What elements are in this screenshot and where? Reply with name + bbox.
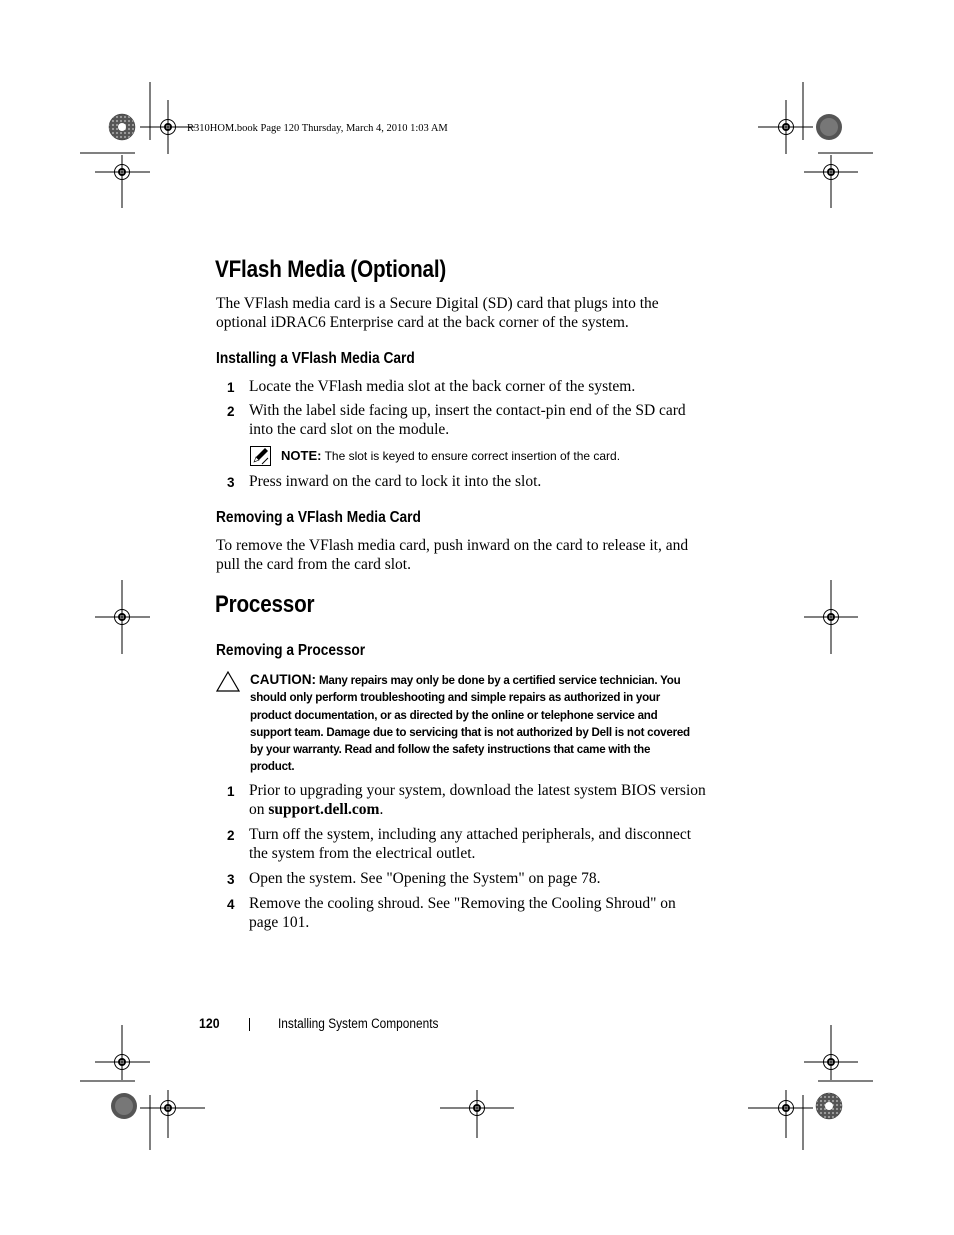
section-title-processor: Processor [215, 591, 315, 618]
heading-removing-vflash: Removing a VFlash Media Card [216, 509, 421, 526]
print-slug: R310HOM.book Page 120 Thursday, March 4, 2010 1:03 AM [187, 123, 448, 134]
footer-section-name: Installing System Components [278, 1016, 439, 1031]
section-title-vflash: VFlash Media (Optional) [215, 256, 447, 283]
vflash-intro: The VFlash media card is a Secure Digital (SD) card that plugs into the optional iDRAC6 Enterprise card at the back corner of the system. [216, 295, 659, 331]
heading-removing-processor: Removing a Processor [216, 642, 366, 659]
heading-installing-vflash: Installing a VFlash Media Card [216, 350, 415, 367]
document-page: R310HOM.book Page 120 Thursday, March 4, 2010 1:03 AM VFlash Media (Optional) The VFlash media card is a Secure Digital (SD) card that plugs into the optional iDRAC6 Enterprise card at the back corner of the system. Installing a VFlash Media Card 1 Locate the VFlash media slot at the back corner of the system. 2 With the label side facing up, insert the contact-pin end of the SD card into the card slot on the module. NOTE: The slot is keyed to ensure correct insertion of the card. 3 Press inward on the card to lock it into the slot. Removing a VFlash Media Card To remove the VFlash media card, push inward on the card to release it, and pull the card from the card slot. Processor Removing a Processor CAUTION: Many repairs may only be done by a certified service technician. You should only perform troubleshooting and simple repairs as authorized in your product documentation, or as directed by the online or telephone service and support team. Damage due to servicing that is not authorized by Dell is not covered by your warranty. Read and follow the safety instructions that came with the product. 1 Prior to upgrading your system, download the latest system BIOS version on support.dell.com. 2 Turn off the system, including any attached peripherals, and disconnect the system from the electrical outlet. 3 Open the system. See "Opening the System" on page 78. 4 Remove the cooling shroud. See "Removing the Cooling Shroud" on page 101. 120 Installing System Components [0, 0, 954, 1235]
removing-vflash-text: To remove the VFlash media card, push inward on the card to release it, and pull the card from the card slot. [216, 537, 689, 573]
note-pencil-icon [250, 446, 271, 466]
footer-divider [249, 1018, 250, 1031]
caution-triangle-icon [216, 671, 240, 692]
page-number: 120 [199, 1015, 220, 1031]
caution-callout: CAUTION: Many repairs may only be done by a certified service technician. You should only perform troubleshooting and simple repairs as authorized in your product documentation, or as directed by the online or telephone service and support team. Damage due to servicing that is not authorized by Dell is not covered by your warranty. Read and follow the safety instructions that came with the product. [250, 672, 690, 774]
support-link[interactable]: support.dell.com [268, 801, 380, 818]
note-callout: NOTE: The slot is keyed to ensure correct insertion of the card. [281, 448, 621, 463]
